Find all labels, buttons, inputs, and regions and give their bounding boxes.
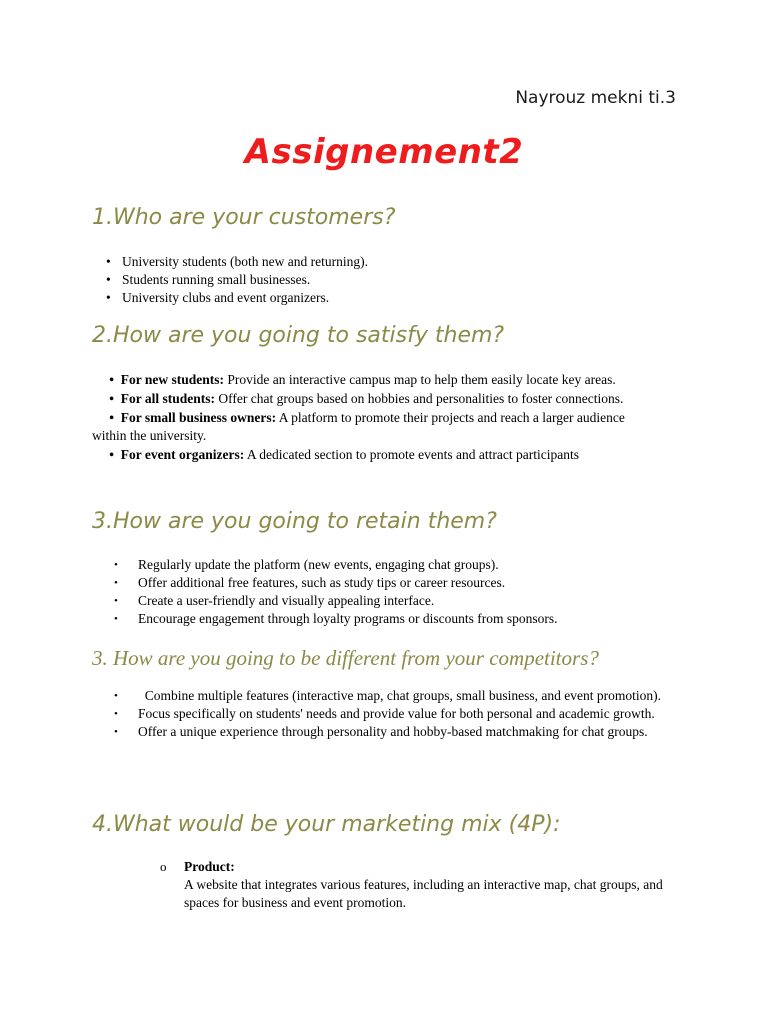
item-bold-label: o Product: bbox=[184, 859, 235, 874]
item-bold-label: For event organizers: bbox=[120, 447, 245, 462]
list-item: • For event organizers: A dedicated section to promote events and attract participants bbox=[109, 447, 579, 462]
item-bold-label: For small business owners: bbox=[120, 410, 277, 425]
satisfy-list bbox=[92, 371, 652, 465]
item-bold-label: For all students: bbox=[120, 391, 216, 406]
item-text: A dedicated section to promote events and attract participants bbox=[244, 447, 579, 462]
item-text: Offer chat groups based on hobbies and personalities to foster connections. bbox=[215, 391, 624, 406]
item-bold-label: For new students: bbox=[120, 372, 225, 387]
item-text: Provide an interactive campus map to help them easily locate key areas. bbox=[224, 372, 616, 387]
list-item: • Offer a unique experience through personality and hobby-based matchmaking for chat groups. bbox=[112, 723, 672, 741]
list-item: • University clubs and event organizers. bbox=[104, 289, 368, 307]
list-item: • Focus specifically on students' needs and provide value for both personal and academic growth. bbox=[112, 705, 672, 723]
list-item: • For all students: Offer chat groups based on hobbies and personalities to foster connections. bbox=[109, 391, 624, 406]
list-item: • Regularly update the platform (new events, engaging chat groups). bbox=[112, 556, 558, 574]
section-heading-competitors: 3. How are you going to be different from your competitors? bbox=[92, 646, 599, 670]
item-text: A website that integrates various features, including an interactive map, chat groups, and spaces for business and event promotion. bbox=[184, 877, 663, 910]
item-text: A platform to promote their projects and reach a larger audience within the university. bbox=[92, 410, 625, 443]
list-item: • For small business owners: A platform to promote their projects and reach a larger audience within the university. bbox=[92, 410, 625, 443]
list-item: • University students (both new and returning). bbox=[104, 253, 368, 271]
document-title: Assignement2 bbox=[244, 132, 524, 172]
section-heading-marketing-mix: 4.What would be your marketing mix (4P): bbox=[92, 812, 561, 837]
list-item: • For new students: Provide an interactive campus map to help them easily locate key areas. bbox=[109, 372, 616, 387]
list-item: • Offer additional free features, such as study tips or career resources. bbox=[112, 574, 558, 592]
competitors-list bbox=[112, 687, 672, 741]
marketing-mix-list bbox=[160, 858, 680, 912]
section-heading-satisfy: 2.How are you going to satisfy them? bbox=[92, 323, 505, 348]
list-item bbox=[160, 858, 680, 912]
list-item: • Encourage engagement through loyalty programs or discounts from sponsors. bbox=[112, 610, 558, 628]
list-item: • Create a user-friendly and visually appealing interface. bbox=[112, 592, 558, 610]
customers-list bbox=[104, 253, 368, 307]
retain-list bbox=[112, 556, 558, 628]
section-heading-retain: 3.How are you going to retain them? bbox=[92, 509, 497, 534]
list-item: • Combine multiple features (interactive map, chat groups, small business, and event promotion). bbox=[112, 687, 672, 705]
section-heading-customers: 1.Who are your customers? bbox=[92, 205, 396, 230]
author-line: Nayrouz mekni ti.3 bbox=[515, 88, 676, 108]
list-item: • Students running small businesses. bbox=[104, 271, 368, 289]
